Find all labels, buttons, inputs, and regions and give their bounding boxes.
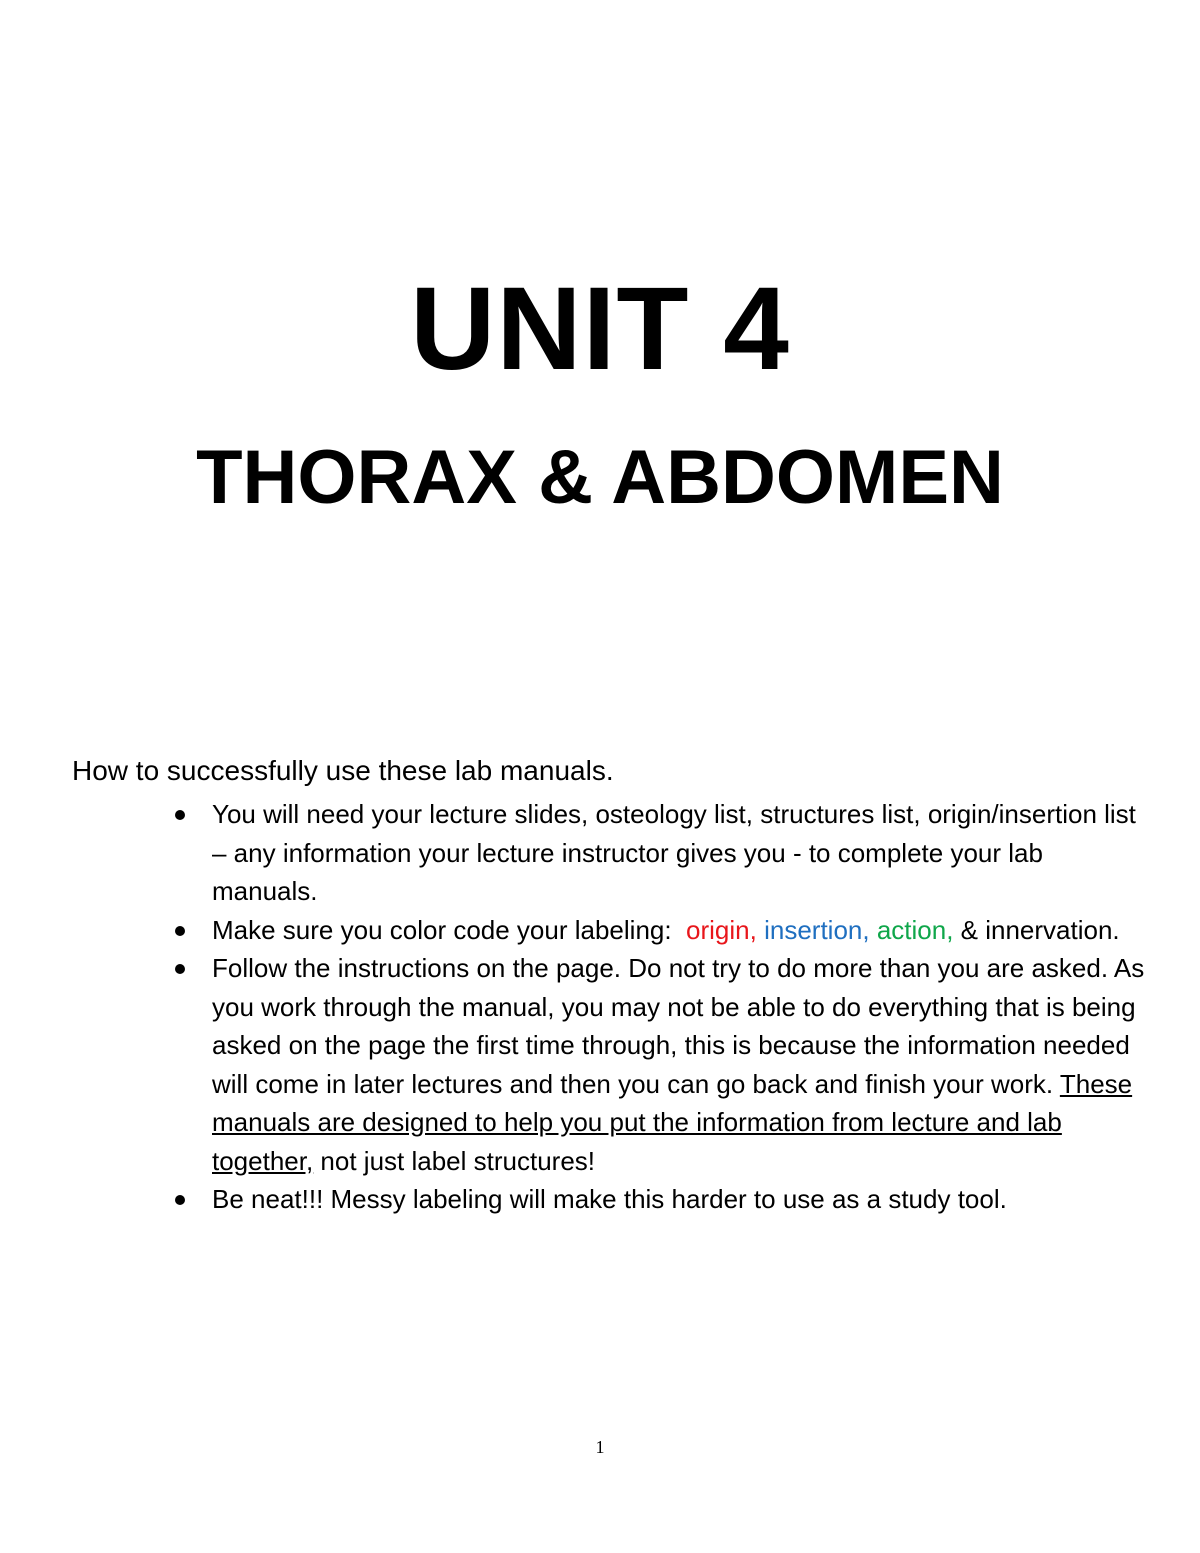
intro-heading: How to successfully use these lab manuals. — [72, 755, 614, 786]
bullet-text: Follow the instructions on the page. Do not try to do more than you are asked. As you work through the manual, you may not be able to do everything that is being asked on the page the first time through, this is because the information needed will come in later lectures and then you can go back and finish your work. — [212, 953, 1145, 1099]
action-label: action, — [876, 914, 954, 945]
bullet-text: You will need your lecture slides, osteology list, structures list, origin/insertion list – any information your lecture instructor gives you - to complete your lab manuals. — [212, 799, 1136, 906]
instructions-list — [165, 795, 1145, 1219]
list-item — [165, 1180, 1145, 1219]
bullet-text: Make sure you color code your labeling: — [212, 914, 687, 945]
underlined-emphasis: These manuals are designed to help you put the information from lecture and lab together, — [212, 1068, 1133, 1176]
unit-title: UNIT 4 — [410, 263, 790, 395]
unit-subtitle: THORAX & ABDOMEN — [196, 435, 1004, 520]
bullet-icon — [175, 1195, 185, 1205]
bullet-text-suffix: & innervation. — [960, 914, 1120, 945]
insertion-label: insertion, — [764, 914, 870, 945]
bullet-icon — [175, 810, 185, 820]
bullet-text-suffix: not just label structures! — [313, 1145, 596, 1176]
bullet-icon — [175, 964, 185, 974]
list-item — [165, 795, 1145, 911]
page-number: 1 — [595, 1437, 605, 1457]
list-item — [165, 949, 1145, 1180]
bullet-text: Be neat!!! Messy labeling will make this harder to use as a study tool. — [212, 1184, 1007, 1214]
list-item — [165, 911, 1145, 950]
bullet-icon — [175, 926, 185, 936]
origin-label: origin, — [686, 914, 757, 945]
